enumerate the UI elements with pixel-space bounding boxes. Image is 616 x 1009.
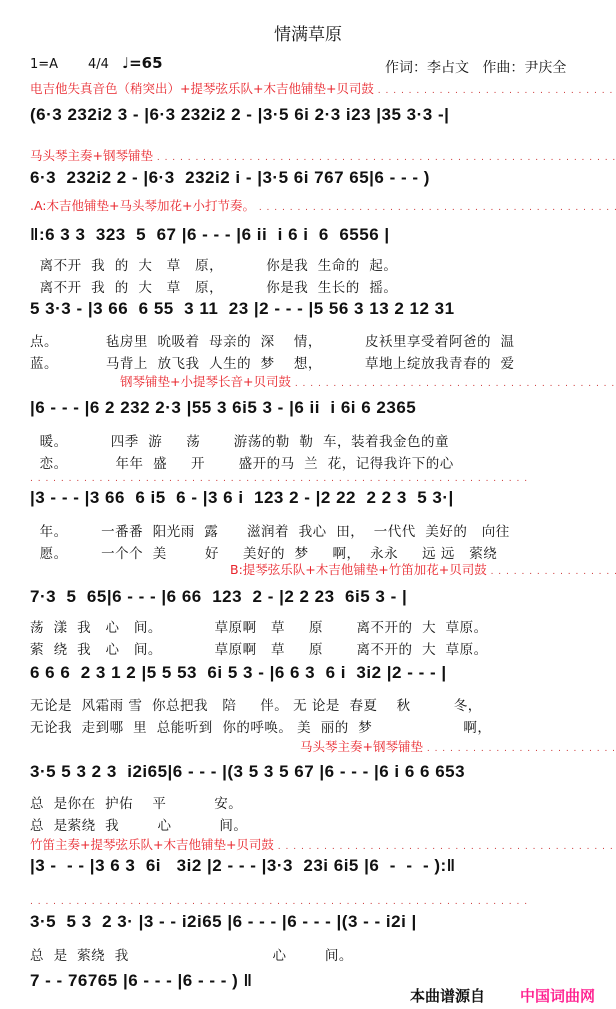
notation-line: 7·3 5 65|6 - - - |6 66 123 2 - |2 2 23 6i5 3 - | [30,587,408,606]
lyric-line: 无论我 走到哪 里 总能听到 你的呼唤。 美 丽的 梦 啊， [30,720,492,736]
lyric-line: 蓝。 马背上 放飞我 人生的 梦 想， 草地上绽放我青春的 爱 [30,356,515,372]
credits: 作词：李占文 作曲：尹庆全 [385,60,567,76]
instrumentation-note: 钢琴铺垫+小提琴长音+贝司鼓 . . . [120,372,616,390]
lyric-line: 总 是 萦绕 我 心 间。 [30,948,353,964]
notation-line: |6 - - - |6 2 232 2·3 |55 3 6i5 3 - |6 ii i 6i 6 2365 [30,398,417,417]
lyric-line: 总 是你在 护佑 平 安。 [30,796,243,812]
lyric-line: 离不开 我 的 大 草 原， 你是我 生长的 摇。 [30,280,398,296]
lyric-line: 总 是萦绕 我 心 间。 [30,818,248,834]
notation-line: 5 3·3 - |3 66 6 55 3 11 23 |2 - - - |5 56 3 13 2 12 31 [30,299,455,318]
notation-line: 3·5 5 3 2 3· |3 - - i2i65 |6 - - - |6 - - - |(3 - - i2i | [30,912,417,931]
instrumentation-note: 竹笛主奏+提琴弦乐队+木吉他铺垫+贝司鼓 . . . [30,835,616,853]
dotted-divider: . . . . . . . . . . . . . . . . . . . . . . . . . . . . . . . . . . . . . . . . . . . . . . . . . . . . . . . . . . . . . . . . . [30,897,529,907]
notation-line: 6 6 6 2 3 1 2 |5 5 53 6i 5 3 - |6 6 3 6 i 3i2 |2 - - - | [30,663,447,682]
dotted-divider: . . . . . . . . . . . . . . . . . . . . . . . . . . . . . . . . . . . . . . . . . . . . . . . . . . . . . . . . . . . . . . . . . [30,474,529,484]
notation-line: 6·3 232i2 2 - |6·3 232i2 i - |3·5 6i 767 65|6 - - - ) [30,168,430,187]
tempo: ♩=65 [122,54,163,72]
instrumentation-note: .A:木吉他铺垫+马头琴加花+小打节奏。 . . . [30,196,616,214]
lyric-line: 荡 漾 我 心 间。 草原啊 草 原 离不开的 大 草原。 [30,620,488,636]
instrumentation-note: 马头琴主奏+钢琴铺垫 . . . [30,146,616,164]
lyric-line: 无论是 风霜雨 雪 你总把我 陪 伴。 无 论是 春夏 秋 冬， [30,698,482,714]
notation-line: |3 - - - |3 66 6 i5 6 - |3 6 i 123 2 - |2 22 2 2 3 5 3·| [30,488,454,507]
notation-line: |3 - - - |3 6 3 6i 3i2 |2 - - - |3·3 23i 6i5 |6 - - - ):‖ [30,856,456,875]
source-label: 本曲谱源自 [410,987,486,1005]
time-signature: 4/4 [88,57,109,72]
instrumentation-note: B:提琴弦乐队+木吉他铺垫+竹笛加花+贝司鼓 . . . [230,560,616,578]
site-logo: 中国词曲网 [520,987,596,1005]
lyric-line: 愿。 一个个 美 好 美好的 梦 啊， 永永 远 远 萦绕 [30,546,498,562]
lyric-line: 年。 一番番 阳光雨 露 滋润着 我心 田， 一代代 美好的 向往 [30,524,510,540]
song-title: 情满草原 [274,25,342,45]
lyric-line: 离不开 我 的 大 草 原， 你是我 生命的 起。 [30,258,398,274]
notation-line: (6·3 232i2 3 - |6·3 232i2 2 - |3·5 6i 2·3 i23 |35 3·3 -| [30,105,450,124]
instrumentation-note: 电吉他失真音色（稍突出）+提琴弦乐队+木吉他铺垫+贝司鼓 . . . [30,79,616,97]
notation-line: ‖:6 3 3 323 5 67 |6 - - - |6 ii i 6 i 6 6556 | [30,225,390,244]
lyric-line: 点。 毡房里 吮吸着 母亲的 深 情， 皮袄里享受着阿爸的 温 [30,334,515,350]
lyric-line: 恋。 年年 盛 开 盛开的马 兰 花，记得我许下的心 [30,456,454,472]
lyric-line: 萦 绕 我 心 间。 草原啊 草 原 离不开的 大 草原。 [30,642,488,658]
key-signature: 1=A [30,57,59,72]
notation-line: 3·5 5 3 2 3 i2i65|6 - - - |(3 5 3 5 67 |6 - - - |6 i 6 6 653 [30,762,466,781]
instrumentation-note: 马头琴主奏+钢琴铺垫 . . . [300,737,616,755]
notation-line: 7 - - 76765 |6 - - - |6 - - - ) ‖ [30,971,253,990]
lyric-line: 暖。 四季 游 荡 游荡的勒 勒 车，装着我金色的童 [30,434,449,450]
